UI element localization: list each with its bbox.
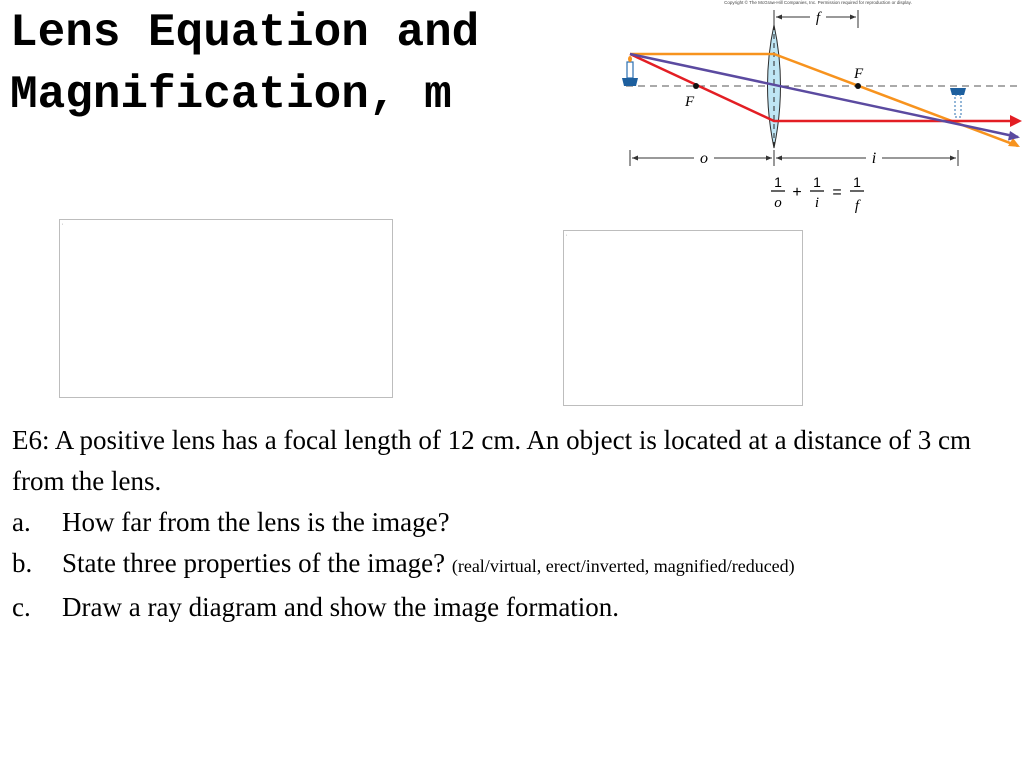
embedded-image-icon: ▪ (566, 233, 568, 237)
copyright-text: Copyright © The McGraw-Hill Companies, Inc. Permission required for reproduction or display. (724, 0, 912, 5)
eq-term3-denominator: f (854, 198, 860, 214)
focal-point-right (855, 83, 861, 89)
focal-length-label: f (815, 10, 821, 26)
eq-term1-numerator: 1 (774, 174, 782, 190)
title-line-1: Lens Equation and (10, 7, 480, 59)
ray-red-arrowhead (1010, 115, 1022, 127)
list-item-text: Draw a ray diagram and show the image formation. (62, 592, 620, 622)
i-arrowhead-left (776, 156, 782, 161)
focal-point-right-label: F (854, 66, 864, 82)
list-item-marker: c. (12, 592, 31, 622)
candle-base (622, 78, 638, 86)
focal-arrowhead-left (776, 15, 782, 20)
eq-term3-numerator: 1 (853, 174, 861, 190)
focal-arrowhead-right (850, 15, 856, 20)
eq-equals: = (832, 184, 842, 201)
embedded-image-placeholder-left (59, 219, 393, 398)
slide-title (10, 2, 479, 126)
eq-term2-denominator: i (814, 195, 820, 211)
list-item-text: How far from the lens is the image? (62, 507, 450, 537)
problem-intro: E6: A positive lens has a focal length of 12 cm. An object is located at a distance of 3 cm from the lens. (12, 425, 972, 496)
ray-purple-arrowhead (1008, 131, 1020, 141)
title-line-2: Magnification, m (10, 69, 452, 121)
image-distance-label: i (871, 150, 877, 167)
i-arrowhead-right (950, 156, 956, 161)
focal-point-left (693, 83, 699, 89)
o-arrowhead-left (632, 156, 638, 161)
inverted-image (955, 95, 961, 117)
list-item (12, 502, 1012, 543)
object-distance-label: o (700, 150, 708, 167)
list-item-marker: a. (12, 507, 31, 537)
image-base (950, 88, 966, 95)
problem-statement (12, 420, 1012, 628)
list-item-text: State three properties of the image? (62, 548, 446, 578)
candle-object (627, 62, 633, 78)
eq-term1-denominator: o (774, 195, 782, 211)
eq-term2-numerator: 1 (813, 174, 821, 190)
lens-ray-diagram (612, 0, 1024, 222)
embedded-image-icon: ▪ (62, 222, 64, 226)
o-arrowhead-right (766, 156, 772, 161)
candle-flame (628, 56, 632, 62)
lens-ray-diagram-svg (612, 0, 1024, 222)
list-item (12, 543, 1012, 587)
list-item-marker: b. (12, 548, 33, 578)
lens-equation (771, 174, 864, 214)
embedded-image-placeholder-right (563, 230, 803, 406)
eq-plus: + (792, 184, 802, 201)
focal-point-left-label: F (685, 94, 695, 110)
list-item-note: (real/virtual, erect/inverted, magnified/reduced) (451, 556, 795, 576)
list-item (12, 587, 1012, 628)
